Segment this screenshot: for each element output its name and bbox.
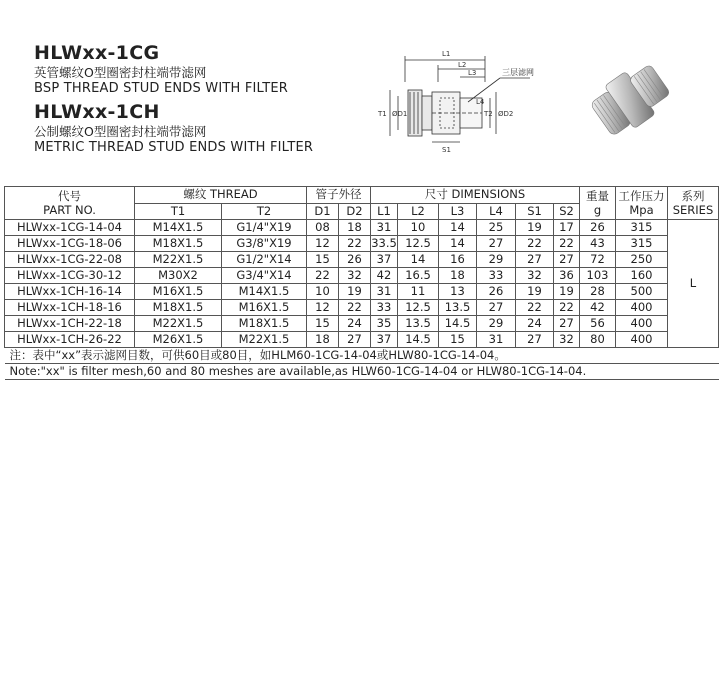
header-l2: L2 (398, 203, 439, 220)
header-part-en: PART NO. (43, 203, 96, 217)
cell-t1: M22X1.5 (135, 252, 222, 268)
filter-label: 三层滤网 (502, 68, 534, 77)
table-row (5, 284, 719, 300)
technical-drawing (370, 42, 570, 162)
header-dimensions: 尺寸 DIMENSIONS (371, 187, 580, 204)
cell-weight: 42 (580, 300, 616, 316)
cell-l2: 11 (398, 284, 439, 300)
model-title-1cg: HLWxx-1CG (34, 42, 160, 64)
cell-l3: 16 (439, 252, 477, 268)
header-pressure (616, 187, 668, 220)
header-series-en: SERIES (672, 203, 714, 217)
cell-l1: 37 (371, 252, 398, 268)
cell-d1: 10 (307, 284, 339, 300)
cell-t2: M18X1.5 (222, 316, 307, 332)
cell-l2: 14.5 (398, 332, 439, 348)
cell-t2: G1/2"X14 (222, 252, 307, 268)
cell-l4: 27 (477, 236, 516, 252)
cell-part-no: HLWxx-1CH-18-16 (5, 300, 135, 316)
cell-weight: 26 (580, 220, 616, 236)
cell-s2: 19 (554, 284, 580, 300)
table-row (5, 252, 719, 268)
cell-pressure: 500 (616, 284, 668, 300)
cell-part-no: HLWxx-1CG-14-04 (5, 220, 135, 236)
cell-d1: 18 (307, 332, 339, 348)
note-cn: 注：表中“xx”表示滤网目数，可供60目或80目，如HLM60-1CG-14-04或HLW80-1CG-14-04。 (5, 348, 719, 364)
cell-part-no: HLWxx-1CH-22-18 (5, 316, 135, 332)
cell-s2: 22 (554, 300, 580, 316)
cell-weight: 43 (580, 236, 616, 252)
cell-s2: 27 (554, 252, 580, 268)
cell-l3: 14 (439, 236, 477, 252)
table-row (5, 236, 719, 252)
subtitle-cn-1ch: 公制螺纹O型圈密封柱端带滤网 (34, 124, 207, 139)
cell-pressure: 250 (616, 252, 668, 268)
cell-pressure: 400 (616, 332, 668, 348)
dim-label-s1: S1 (442, 146, 451, 154)
cell-d2: 22 (339, 300, 371, 316)
cell-s2: 22 (554, 236, 580, 252)
header-series (668, 187, 719, 220)
header-part-cn: 代号 (58, 189, 81, 203)
cell-l4: 29 (477, 316, 516, 332)
note-row-en (5, 364, 719, 380)
cell-series: L (668, 220, 719, 348)
cell-t1: M18X1.5 (135, 300, 222, 316)
cell-pressure: 400 (616, 300, 668, 316)
header-thread: 螺纹 THREAD (135, 187, 307, 204)
cell-pressure: 315 (616, 236, 668, 252)
cell-l1: 42 (371, 268, 398, 284)
cell-d1: 12 (307, 236, 339, 252)
header-weight-unit: g (593, 203, 602, 217)
dim-label-l3: L3 (468, 69, 477, 77)
cell-l4: 27 (477, 300, 516, 316)
cell-l1: 33.5 (371, 236, 397, 250)
header-series-cn: 系列 (681, 189, 705, 203)
cell-l1: 35 (371, 316, 398, 332)
cell-part-no: HLWxx-1CG-22-08 (5, 252, 135, 268)
header-s1: S1 (516, 203, 554, 220)
cell-l3: 15 (439, 332, 477, 348)
subtitle-cn-1cg: 英管螺纹O型圈密封柱端带滤网 (34, 65, 207, 80)
table-row (5, 332, 719, 348)
cell-pressure: 315 (616, 220, 668, 236)
header-pressure-unit: Mpa (629, 203, 654, 217)
cell-part-no: HLWxx-1CG-18-06 (5, 236, 135, 252)
cell-d2: 32 (339, 268, 371, 284)
fitting-photo (575, 50, 685, 150)
cell-pressure: 160 (616, 268, 668, 284)
dim-label-l2: L2 (458, 61, 467, 69)
cell-l2: 12.5 (398, 236, 439, 252)
cell-l2: 12.5 (398, 300, 439, 316)
model-title-1ch: HLWxx-1CH (34, 101, 160, 123)
cell-d2: 18 (339, 220, 371, 236)
cell-l1: 31 (371, 284, 398, 300)
header-s2: S2 (554, 203, 580, 220)
cell-d1: 15 (307, 252, 339, 268)
cell-l2: 16.5 (398, 268, 439, 284)
cell-s1: 27 (516, 332, 554, 348)
cell-d2: 22 (339, 236, 371, 252)
subtitle-en-1ch: METRIC THREAD STUD ENDS WITH FILTER (34, 140, 314, 155)
cell-t1: M30X2 (135, 268, 222, 284)
cell-d1: 15 (307, 316, 339, 332)
cell-l3: 13 (439, 284, 477, 300)
header-pressure-cn: 工作压力 (618, 189, 665, 203)
cell-pressure: 400 (616, 316, 668, 332)
cell-d1: 12 (307, 300, 339, 316)
cell-d2: 26 (339, 252, 371, 268)
header-weight (580, 187, 616, 220)
cell-d1: 08 (307, 220, 339, 236)
cell-t2: M16X1.5 (222, 300, 307, 316)
cell-l4: 25 (477, 220, 516, 236)
cell-d1: 22 (307, 268, 339, 284)
cell-t1: M26X1.5 (135, 332, 222, 348)
cell-l2: 14 (398, 252, 439, 268)
cell-part-no: HLWxx-1CH-16-14 (5, 284, 135, 300)
note-en: Note:"xx" is filter mesh,60 and 80 meshes are available,as HLW60-1CG-14-04 or HLW80-1CG-14-04. (5, 364, 719, 380)
cell-l3: 13.5 (439, 300, 477, 316)
cell-l4: 31 (477, 332, 516, 348)
spec-table (4, 186, 719, 380)
cell-s1: 22 (516, 236, 554, 252)
cell-t1: M14X1.5 (135, 220, 222, 236)
header-t2: T2 (222, 203, 307, 220)
cell-d2: 24 (339, 316, 371, 332)
dim-label-t1: T1 (378, 110, 387, 118)
dim-label-t2: T2 (484, 110, 493, 118)
subtitle-en-1cg: BSP THREAD STUD ENDS WITH FILTER (34, 81, 288, 96)
cell-s1: 19 (516, 220, 554, 236)
cell-d2: 19 (339, 284, 371, 300)
dim-label-d1: ØD1 (392, 110, 408, 118)
dim-label-l4: L4 (476, 98, 485, 106)
table-row (5, 220, 719, 236)
cell-l2: 13.5 (398, 316, 439, 332)
cell-weight: 56 (580, 316, 616, 332)
cell-t1: M18X1.5 (135, 236, 222, 252)
cell-l4: 33 (477, 268, 516, 284)
cell-t2: G1/4"X19 (222, 220, 307, 236)
cell-t2: M14X1.5 (222, 284, 307, 300)
table-row (5, 316, 719, 332)
title-block (34, 42, 364, 156)
cell-l1: 33 (371, 300, 398, 316)
cell-t2: G3/8"X19 (222, 236, 307, 252)
table-row (5, 268, 719, 284)
cell-s1: 22 (516, 300, 554, 316)
cell-weight: 103 (580, 268, 616, 284)
cell-l4: 26 (477, 284, 516, 300)
cell-l3: 14.5 (439, 316, 477, 332)
cell-s1: 24 (516, 316, 554, 332)
dim-label-d2: ØD2 (498, 110, 514, 118)
header-d2: D2 (339, 203, 371, 220)
cell-l2: 10 (398, 220, 439, 236)
cell-s1: 27 (516, 252, 554, 268)
cell-l3: 18 (439, 268, 477, 284)
header-t1: T1 (135, 203, 222, 220)
cell-t1: M22X1.5 (135, 316, 222, 332)
cell-l3: 14 (439, 220, 477, 236)
cell-l4: 29 (477, 252, 516, 268)
header-weight-cn: 重量 (586, 189, 609, 203)
cell-d2: 27 (339, 332, 371, 348)
cell-t2: M22X1.5 (222, 332, 307, 348)
cell-weight: 28 (580, 284, 616, 300)
cell-s1: 32 (516, 268, 554, 284)
cell-s2: 32 (554, 332, 580, 348)
cell-t2: G3/4"X14 (222, 268, 307, 284)
cell-l1: 37 (371, 332, 398, 348)
note-row-cn (5, 348, 719, 364)
header-l4: L4 (477, 203, 516, 220)
cell-weight: 72 (580, 252, 616, 268)
cell-s1: 19 (516, 284, 554, 300)
cell-s2: 27 (554, 316, 580, 332)
dim-label-l1: L1 (442, 50, 451, 58)
header-d1: D1 (307, 203, 339, 220)
header-part-no (5, 187, 135, 220)
cell-weight: 80 (580, 332, 616, 348)
header-l1: L1 (371, 203, 398, 220)
header-l3: L3 (439, 203, 477, 220)
cell-part-no: HLWxx-1CH-26-22 (5, 332, 135, 348)
table-row (5, 300, 719, 316)
cell-l1: 31 (371, 220, 398, 236)
header-tube-od: 管子外径 (307, 187, 371, 204)
cell-s2: 36 (554, 268, 580, 284)
cell-s2: 17 (554, 220, 580, 236)
cell-part-no: HLWxx-1CG-30-12 (5, 268, 135, 284)
cell-t1: M16X1.5 (135, 284, 222, 300)
